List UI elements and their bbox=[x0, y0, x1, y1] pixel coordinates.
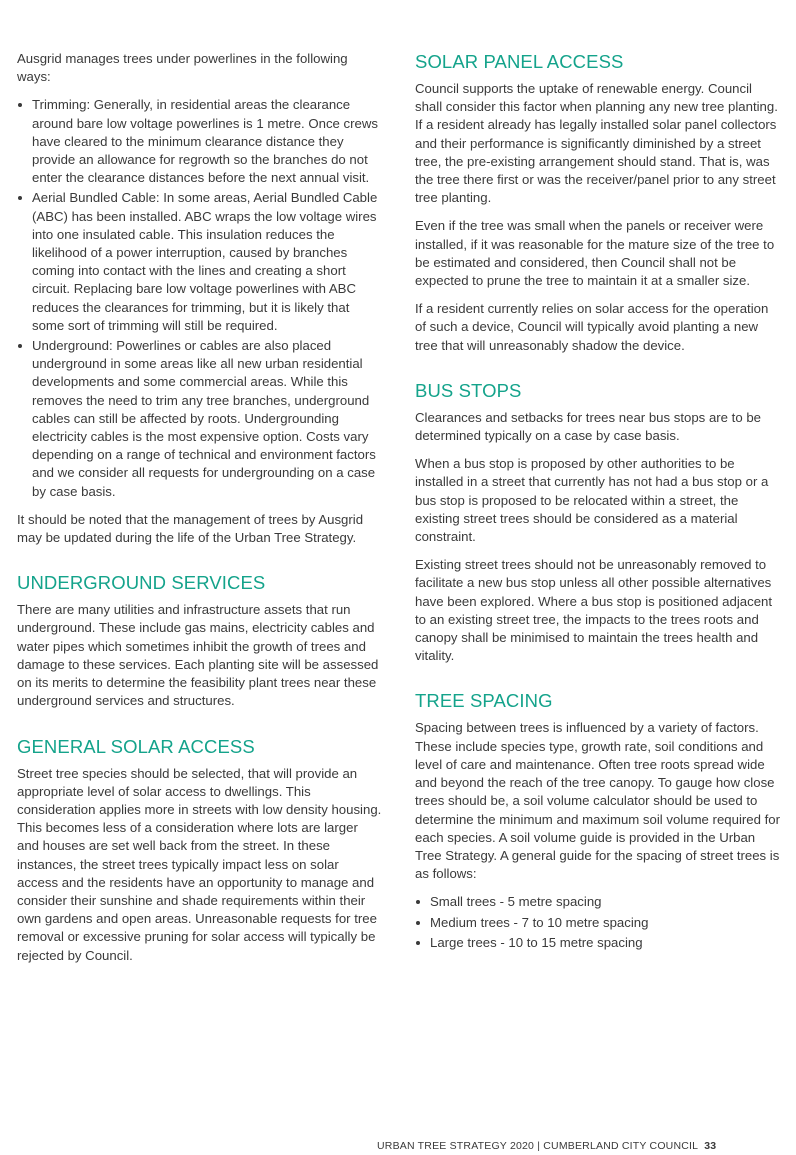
right-column bbox=[415, 50, 782, 962]
left-column bbox=[17, 50, 383, 975]
list-item: Large trees - 10 to 15 metre spacing bbox=[415, 934, 782, 952]
bus-stops-heading: BUS STOPS bbox=[415, 379, 522, 401]
solar-panel-paragraph: If a resident currently relies on solar access for the operation of such a device, Council will typically avoid planting a new tree that will unreasonably shadow the device. bbox=[415, 301, 769, 353]
tree-spacing-heading: TREE SPACING bbox=[415, 690, 553, 712]
tree-spacing-list bbox=[415, 893, 782, 952]
bus-stops-paragraph: Clearances and setbacks for trees near bus stops are to be determined typically on a case by case basis. bbox=[415, 409, 761, 444]
underground-services-body: There are many utilities and infrastructure assets that run underground. These include gas mains, electricity cables and water pipes which sometimes inhibit the growth of trees and damage to these services. Each planting site will be assessed on its merits to determine the feasibility plant trees near these underground services and structures. bbox=[17, 602, 379, 709]
ausgrid-note: It should be noted that the management of trees by Ausgrid may be updated during the life of the Urban Tree Strategy. bbox=[17, 511, 364, 546]
bus-stops-paragraph: When a bus stop is proposed by other authorities to be installed in a street that currently has not had a bus stop or a bus stop is proposed to be relocated within a street, the existing street trees should be considered as a material constraint. bbox=[415, 456, 769, 545]
general-solar-access-body: Street tree species should be selected, that will provide an appropriate level of solar access to dwellings. This consideration applies more in streets with low density housing. This becomes less of a consideration where lots are larger and houses are set well back from the street. In these instances, the street trees typically impact less on solar access and the residents have an opportunity to manage and consider their sunshine and shade requirements within their own gardens and open areas. Unreasonable requests for tree removal or excessive pruning for solar access will typically be rejected by Council. bbox=[17, 765, 382, 963]
page-number: 33 bbox=[704, 1140, 717, 1152]
ausgrid-intro: Ausgrid manages trees under powerlines in the following ways: bbox=[17, 51, 348, 85]
list-item: Underground: Powerlines or cables are also placed underground in some areas like all new urban residential developments and some commercial areas. While this removes the need to trim any tree branches, underground cables can still be affected by roots. Undergrounding electricity cables is the most expensive option. Costs vary depending on a range of technical and environment factors and we consider all requests for undergrounding on a case by case basis. bbox=[17, 337, 383, 501]
list-item: Medium trees - 7 to 10 metre spacing bbox=[415, 914, 782, 932]
list-item: Trimming: Generally, in residential areas the clearance around bare low voltage powerlines is 1 metre. Once crews have cleared to the minimum clearance distance they provide an allowance for regrowth so the branches do not enter the clearance distances before the next annual visit. bbox=[17, 96, 383, 187]
solar-panel-paragraph: Even if the tree was small when the panels or receiver were installed, if it was reasonable for the mature size of the tree to be estimated and considered, then Council shall not be expected to prune the tree to maintain it at a smaller size. bbox=[415, 218, 775, 289]
footer-title: URBAN TREE STRATEGY 2020 | CUMBERLAND CITY COUNCIL bbox=[377, 1140, 699, 1152]
page-footer bbox=[377, 1139, 716, 1153]
tree-spacing-body: Spacing between trees is influenced by a variety of factors. These include species type, growth rate, soil conditions and level of care and maintenance. Often tree roots spread wide and beyond the reach of the tree canopy. To gauge how close trees should be, a soil volume calculator should be used to determine the minimum and maximum soil volume required for each species. A soil volume guide is provided in the Urban Tree Strategy. A general guide for the spacing of street trees is as follows: bbox=[415, 720, 780, 882]
solar-panel-access-heading: SOLAR PANEL ACCESS bbox=[415, 51, 624, 72]
underground-services-heading: UNDERGROUND SERVICES bbox=[17, 572, 266, 594]
general-solar-access-heading: GENERAL SOLAR ACCESS bbox=[17, 735, 255, 757]
solar-panel-paragraph: Council supports the uptake of renewable energy. Council shall consider this factor when planning any new tree planting. If a resident already has legally installed solar panel collectors and their performance is significantly diminished by a street tree, the pre-existing arrangement should stand. That is, was the tree there first or was the receiver/panel prior to any street tree planting. bbox=[415, 81, 778, 206]
list-item: Small trees - 5 metre spacing bbox=[415, 893, 782, 911]
list-item: Aerial Bundled Cable: In some areas, Aerial Bundled Cable (ABC) has been installed. ABC wraps the low voltage wires into one insulated cable. This insulation reduces the likelihood of a power interruption, caused by branches coming into contact with the lines and creating a short circuit. Replacing bare low voltage powerlines with ABC reduces the clearances for trimming, but it is likely that some sort of trimming will still be required. bbox=[17, 189, 383, 335]
ausgrid-method-list bbox=[17, 96, 383, 500]
bus-stops-paragraph: Existing street trees should not be unreasonably removed to facilitate a new bus stop unless all other possible alternatives have been explored. Where a bus stop is positioned adjacent to an existing street tree, the impacts to the trees roots and canopy shall be minimised to maintain the trees health and vitality. bbox=[415, 557, 773, 664]
